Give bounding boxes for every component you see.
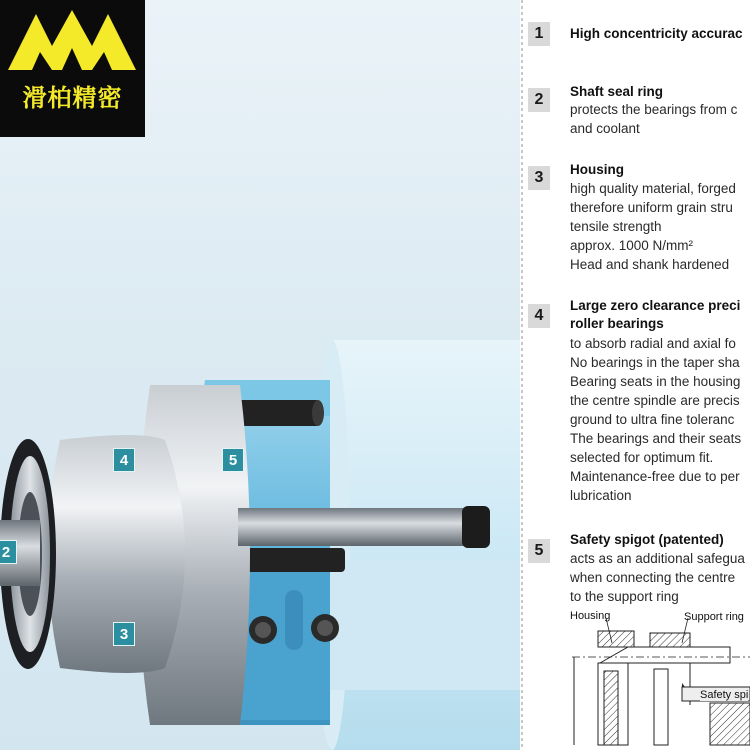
feature-title: High concentricity accurac: [570, 26, 743, 41]
feature-title-line2: roller bearings: [570, 316, 664, 331]
feature-title: Housing: [570, 162, 624, 177]
logo-mark: [0, 0, 145, 78]
feature-number: 4: [528, 304, 550, 328]
feature-5: [528, 532, 750, 612]
safety-spigot-diagram: [570, 615, 750, 750]
diagram-label-housing: Housing: [570, 610, 611, 622]
callout-2: 2: [0, 540, 17, 564]
feature-number: 5: [528, 539, 550, 563]
feature-description: protects the bearings from c and coolant: [570, 102, 738, 136]
diagram-label-safety-spigot: Safety spi: [700, 689, 749, 701]
company-logo: [0, 0, 145, 137]
feature-4: [528, 298, 750, 513]
callout-4: 3: [113, 622, 135, 646]
feature-2: [528, 86, 750, 146]
feature-number: 3: [528, 166, 550, 190]
feature-title: Large zero clearance preci: [570, 298, 741, 313]
feature-3: [528, 162, 750, 282]
feature-number: 1: [528, 22, 550, 46]
callout-5: 5: [222, 448, 244, 472]
diagram-label-support-ring: Support ring: [684, 611, 744, 623]
logo-text: 滑柏精密: [22, 84, 123, 112]
dotted-divider: [521, 0, 523, 750]
feature-title: Shaft seal ring: [570, 84, 664, 99]
feature-description: acts as an additional safegua when connecting the centre to the support ring: [570, 551, 745, 604]
feature-1: [528, 22, 750, 48]
feature-title: Safety spigot (patented): [570, 532, 724, 547]
feature-description: to absorb radial and axial fo No bearings in the taper sha Bearing seats in the housing the centre spindle are precis ground to ultra fine toleranc The bearings and their seats selected for optimum fit. Maintenance-free due to per lubrication: [570, 336, 742, 503]
callout-3: 4: [113, 448, 135, 472]
feature-number: 2: [528, 88, 550, 112]
feature-description: high quality material, forged therefore uniform grain stru tensile strength approx. 1000 N/mm² Head and shank hardened: [570, 181, 736, 272]
